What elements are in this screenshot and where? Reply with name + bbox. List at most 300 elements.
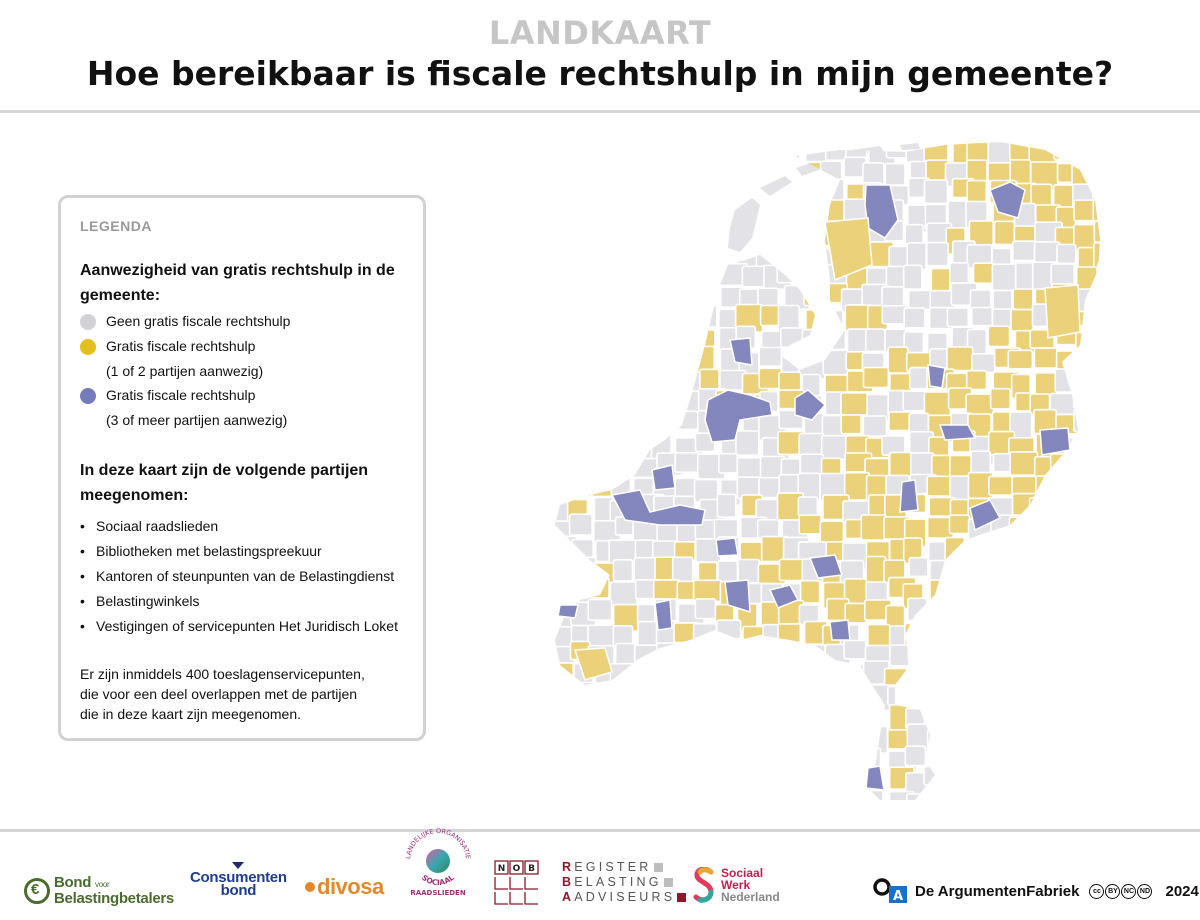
municipality-purple: [1040, 428, 1070, 455]
municipality: [1073, 748, 1093, 773]
rba-line3: ADVISEURS: [574, 890, 676, 904]
municipality: [757, 793, 780, 810]
cc-by-icon: BY: [1105, 884, 1120, 899]
municipality: [1099, 375, 1100, 395]
municipality: [967, 181, 986, 202]
municipality: [676, 291, 697, 310]
municipality: [571, 163, 592, 190]
municipality: [950, 515, 970, 533]
municipality-purple: [558, 605, 578, 618]
municipality: [548, 749, 573, 775]
municipality: [1072, 459, 1092, 479]
municipality: [653, 373, 680, 400]
municipality: [1097, 515, 1100, 542]
municipality: [1015, 623, 1040, 644]
municipality: [1055, 369, 1077, 392]
municipality: [972, 620, 1000, 648]
municipality: [610, 664, 634, 691]
municipality: [972, 308, 993, 326]
municipality: [802, 330, 821, 352]
municipality: [973, 684, 993, 708]
municipality: [633, 246, 654, 269]
municipality: [718, 178, 741, 198]
municipality: [759, 766, 784, 789]
municipality: [1013, 643, 1040, 671]
municipality: [654, 205, 674, 231]
municipality: [657, 643, 683, 663]
municipality: [553, 412, 575, 431]
bond-logo-line1: Bond: [54, 874, 92, 891]
argumentenfabriek-icon: [873, 878, 909, 904]
municipality: [1010, 143, 1030, 161]
municipality: [700, 709, 721, 729]
municipality: [994, 789, 1017, 811]
municipality: [781, 749, 802, 772]
municipality: [553, 690, 578, 710]
municipality: [1072, 494, 1098, 515]
municipality: [595, 456, 623, 476]
municipality: [547, 268, 569, 286]
municipality: [819, 709, 837, 731]
cc-nc-icon: NC: [1121, 884, 1136, 899]
municipality: [1054, 747, 1082, 767]
municipality: [1099, 685, 1100, 706]
municipality: [594, 202, 619, 228]
municipality: [805, 748, 824, 767]
legend-swatch-grey: [80, 314, 96, 330]
municipality: [611, 745, 633, 763]
municipality: [676, 372, 703, 391]
municipality: [1052, 477, 1079, 501]
municipality: [926, 606, 948, 626]
municipality: [1074, 138, 1095, 164]
cc-icon: cc: [1089, 884, 1104, 899]
municipality: [841, 415, 861, 434]
municipality: [695, 140, 716, 160]
municipality: [1054, 136, 1075, 159]
municipality-purple: [900, 480, 918, 512]
municipality: [656, 222, 682, 247]
municipality: [1071, 790, 1093, 810]
island-texel: [728, 198, 760, 252]
municipality: [697, 750, 721, 778]
municipality: [782, 199, 800, 219]
municipality: [823, 350, 849, 375]
municipality: [614, 789, 638, 810]
municipality: [989, 766, 1014, 793]
municipality: [1074, 390, 1096, 408]
municipality: [738, 711, 757, 739]
municipality: [783, 789, 809, 810]
municipality: [1077, 433, 1098, 460]
party-item: • Belastingwinkels: [80, 589, 398, 614]
argumentenfabriek-text: De ArgumentenFabriek: [915, 882, 1080, 900]
municipality: [675, 453, 699, 472]
municipality: [801, 581, 820, 603]
register-belastingadviseurs-logo: [562, 860, 686, 910]
municipality: [546, 390, 572, 408]
municipality: [654, 580, 681, 599]
municipality: [764, 752, 790, 777]
municipality: [636, 288, 655, 309]
party-item: • Kantoren of steunpunten van de Belastingdienst: [80, 564, 398, 589]
municipality: [632, 346, 656, 366]
municipality: [798, 497, 817, 516]
municipality: [800, 768, 824, 790]
municipality: [951, 556, 978, 582]
municipality: [988, 326, 1009, 346]
municipality: [824, 662, 843, 690]
municipality: [548, 309, 569, 328]
municipality: [568, 221, 592, 242]
municipality: [674, 704, 698, 724]
municipality: [803, 730, 822, 755]
municipality: [866, 329, 885, 351]
municipality: [548, 521, 572, 542]
municipality: [695, 772, 716, 793]
municipality: [572, 683, 599, 709]
municipality: [845, 771, 863, 791]
municipality: [695, 686, 715, 707]
municipality: [592, 434, 612, 457]
municipality: [1010, 665, 1033, 685]
swn-line2: Werk: [721, 878, 751, 892]
municipality: [1095, 160, 1100, 187]
municipality: [779, 475, 798, 495]
municipality: [739, 664, 761, 684]
triangle-icon: [232, 862, 244, 869]
municipality: [994, 535, 1015, 554]
divosa-logo: [305, 862, 384, 912]
municipality: [676, 751, 702, 770]
municipality: [1094, 243, 1100, 270]
municipality: [655, 244, 678, 271]
municipality: [845, 688, 870, 708]
sociaal-raadslieden-emblem: [398, 821, 478, 901]
municipality: [861, 708, 882, 729]
municipality: [594, 328, 614, 349]
municipality: [1034, 708, 1060, 735]
municipality: [804, 287, 827, 306]
municipality: [803, 664, 822, 690]
municipality: [738, 752, 766, 771]
municipality: [952, 644, 971, 662]
divosa-dot-icon: [305, 882, 315, 892]
legend-note-line: die in deze kaart zijn meegenomen.: [80, 706, 302, 722]
municipality: [588, 599, 611, 620]
municipality: [696, 661, 717, 685]
municipality: [1057, 604, 1076, 625]
municipality: [658, 729, 680, 752]
municipality: [945, 538, 965, 565]
municipality: [1030, 498, 1051, 517]
municipality: [573, 557, 595, 578]
party-item: • Vestigingen of servicepunten Het Juridisch Loket: [80, 614, 398, 639]
municipality: [716, 703, 743, 721]
municipality: [994, 707, 1020, 728]
municipality: [992, 264, 1018, 290]
municipality: [677, 202, 701, 221]
municipality: [823, 311, 843, 330]
municipality: [1011, 310, 1033, 332]
municipality: [908, 641, 929, 659]
sociaal-center-icon: [426, 849, 450, 873]
municipality: [1034, 541, 1053, 567]
municipality: [593, 159, 615, 178]
municipality: [989, 476, 1014, 495]
municipality: [677, 138, 697, 166]
legend-item-yellow-label: Gratis fiscale rechtshulp: [106, 338, 256, 354]
municipality: [1036, 476, 1056, 494]
municipality: [652, 709, 673, 728]
nob-letter-b: B: [528, 864, 535, 874]
municipality: [932, 753, 953, 777]
municipality: [1037, 730, 1060, 752]
municipality: [799, 515, 821, 534]
svg-text:A: A: [892, 889, 904, 904]
municipality: [756, 247, 779, 267]
municipality: [1078, 579, 1100, 598]
nob-letter-o: O: [512, 864, 521, 874]
municipality: [673, 666, 697, 690]
municipality: [715, 669, 739, 691]
municipality: [679, 181, 700, 201]
municipality: [658, 285, 676, 306]
rba-initial: R: [562, 860, 575, 874]
municipality: [1055, 496, 1073, 516]
municipality: [1072, 515, 1099, 538]
municipality: [967, 540, 986, 561]
municipality: [590, 417, 610, 445]
municipality: [1099, 795, 1101, 810]
municipality: [595, 269, 621, 295]
municipality: [567, 354, 585, 380]
municipality: [1056, 726, 1080, 748]
municipality: [820, 726, 839, 745]
municipality: [552, 663, 574, 682]
municipality: [1093, 326, 1100, 352]
municipality: [1009, 560, 1030, 581]
municipality: [655, 144, 675, 166]
municipality: [885, 164, 905, 185]
municipality: [742, 140, 762, 164]
municipality: [841, 393, 867, 415]
municipality: [588, 625, 615, 647]
municipality: [675, 326, 703, 349]
municipality: [694, 645, 718, 669]
municipality: [569, 746, 593, 768]
municipality: [1031, 648, 1053, 672]
municipality: [1031, 606, 1052, 625]
municipality: [696, 200, 719, 220]
page-kicker: LANDKAART: [488, 14, 712, 52]
municipality: [1055, 683, 1078, 702]
legend-item-yellow-sublabel: (1 of 2 partijen aanwezig): [106, 363, 264, 379]
municipality: [1098, 584, 1100, 609]
municipality: [759, 668, 778, 695]
municipality: [948, 750, 968, 773]
municipality: [741, 787, 760, 809]
municipality: [567, 203, 589, 227]
municipality: [633, 206, 658, 233]
municipality: [573, 453, 594, 476]
municipality: [696, 181, 724, 207]
municipality: [947, 599, 974, 625]
municipality: [572, 409, 597, 431]
municipality: [549, 326, 568, 348]
municipality: [908, 665, 928, 687]
municipality: [778, 624, 800, 643]
municipality: [721, 161, 749, 185]
municipality: [613, 225, 633, 252]
legend-parties-title-line2: meegenomen:: [80, 487, 189, 504]
municipality: [571, 137, 598, 161]
municipality-purple: [716, 538, 738, 556]
municipality: [595, 372, 619, 390]
municipality: [595, 287, 614, 314]
island-vlieland: [760, 176, 792, 196]
legend-presence-title-line1: Aanwezigheid van gratis rechtshulp in de: [80, 262, 395, 279]
rba-initial: A: [562, 890, 575, 904]
municipality: [550, 372, 569, 391]
sociaal-ring-text: LANDELIJKE ORGANISATIE: [404, 826, 472, 860]
municipality: [1096, 766, 1100, 784]
municipality: [1010, 452, 1037, 475]
municipality: [1093, 182, 1100, 201]
municipality: [1011, 684, 1030, 709]
municipality: [1099, 648, 1100, 670]
municipality: [991, 732, 1010, 756]
municipality: [676, 164, 701, 187]
municipality: [927, 793, 951, 810]
municipality: [631, 417, 649, 438]
municipality: [908, 598, 927, 620]
municipality: [613, 454, 638, 472]
municipality: [930, 580, 954, 600]
municipality: [952, 684, 976, 707]
legend-heading: LEGENDA: [80, 218, 152, 234]
municipality: [904, 265, 922, 289]
municipality: [989, 669, 1010, 693]
municipality: [927, 243, 948, 266]
municipality: [969, 752, 990, 773]
municipality: [888, 686, 910, 705]
consumentenbond-line2: bond: [220, 882, 257, 899]
municipality: [739, 158, 767, 182]
municipality: [1057, 351, 1084, 369]
municipality: [568, 473, 593, 496]
legend-item-purple-label: Gratis fiscale rechtshulp: [106, 387, 256, 403]
municipality: [695, 306, 717, 327]
municipality: [949, 768, 970, 789]
municipality: [946, 725, 968, 746]
municipality: [1078, 709, 1097, 729]
municipality: [653, 748, 677, 768]
municipality: [617, 205, 644, 225]
municipality: [1052, 770, 1079, 797]
municipality: [1034, 792, 1053, 810]
municipality: [551, 454, 578, 475]
municipality: [633, 751, 656, 778]
municipality: [756, 705, 777, 725]
municipality: [549, 221, 574, 241]
municipality: [1073, 564, 1096, 584]
municipality: [825, 750, 845, 769]
municipality: [782, 245, 802, 265]
municipality: [905, 623, 929, 651]
municipality: [592, 747, 619, 770]
municipality: [778, 221, 805, 247]
municipality: [1011, 772, 1032, 798]
nob-logo: [494, 858, 540, 908]
municipality: [695, 599, 715, 619]
municipality: [631, 179, 653, 206]
rba-row: [562, 860, 663, 875]
municipality: [947, 347, 973, 371]
municipality: [610, 158, 630, 179]
rba-square-icon: [677, 893, 686, 902]
municipality: [782, 666, 802, 690]
municipality: [716, 690, 740, 712]
legend-note-line: die voor een deel overlappen met de partijen: [80, 686, 358, 702]
municipality: [1057, 244, 1076, 263]
legend-parties-title: [80, 458, 400, 508]
nob-grid-icon: [494, 860, 540, 906]
municipality: [614, 560, 633, 581]
legend-note-line: Er zijn inmiddels 400 toeslagenservicepunten,: [80, 666, 365, 682]
sociaal-raadslieden-text: RAADSLIEDEN: [410, 889, 466, 897]
municipality: [1094, 604, 1100, 628]
sociaal-ring-text-bottom: SOCIAAL: [420, 872, 456, 888]
creative-commons-badges: [1089, 884, 1153, 899]
municipality: [680, 241, 706, 269]
municipality: [592, 473, 614, 497]
municipality: [993, 583, 1011, 601]
municipality: [694, 624, 717, 646]
municipality: [658, 182, 685, 204]
municipality: [573, 186, 597, 207]
municipality: [993, 644, 1017, 670]
bond-logo-line2: Belastingbetalers: [54, 890, 174, 907]
municipality: [780, 728, 802, 752]
municipality: [888, 347, 908, 373]
municipality: [630, 369, 653, 394]
municipality: [947, 308, 968, 327]
municipality: [1092, 620, 1100, 644]
municipality: [1073, 350, 1099, 371]
rba-square-icon: [664, 878, 673, 887]
municipality: [924, 139, 948, 161]
municipality: [617, 369, 639, 391]
municipality: [903, 391, 926, 411]
netherlands-municipality-map: [500, 120, 1100, 810]
municipality: [591, 686, 611, 711]
municipality: [697, 793, 716, 810]
consumentenbond-text: [190, 871, 287, 897]
municipality: [719, 454, 738, 473]
municipality: [1076, 664, 1098, 691]
municipality: [610, 329, 635, 352]
municipality: [890, 645, 909, 666]
municipality: [678, 644, 702, 668]
municipality: [890, 452, 913, 477]
municipality: [759, 348, 781, 367]
page-title: Hoe bereikbaar is fiscale rechtshulp in mijn gemeente?: [86, 54, 1114, 93]
rba-row: [562, 890, 686, 905]
municipality: [757, 728, 784, 747]
municipality: [595, 307, 613, 333]
municipality: [987, 683, 1013, 707]
